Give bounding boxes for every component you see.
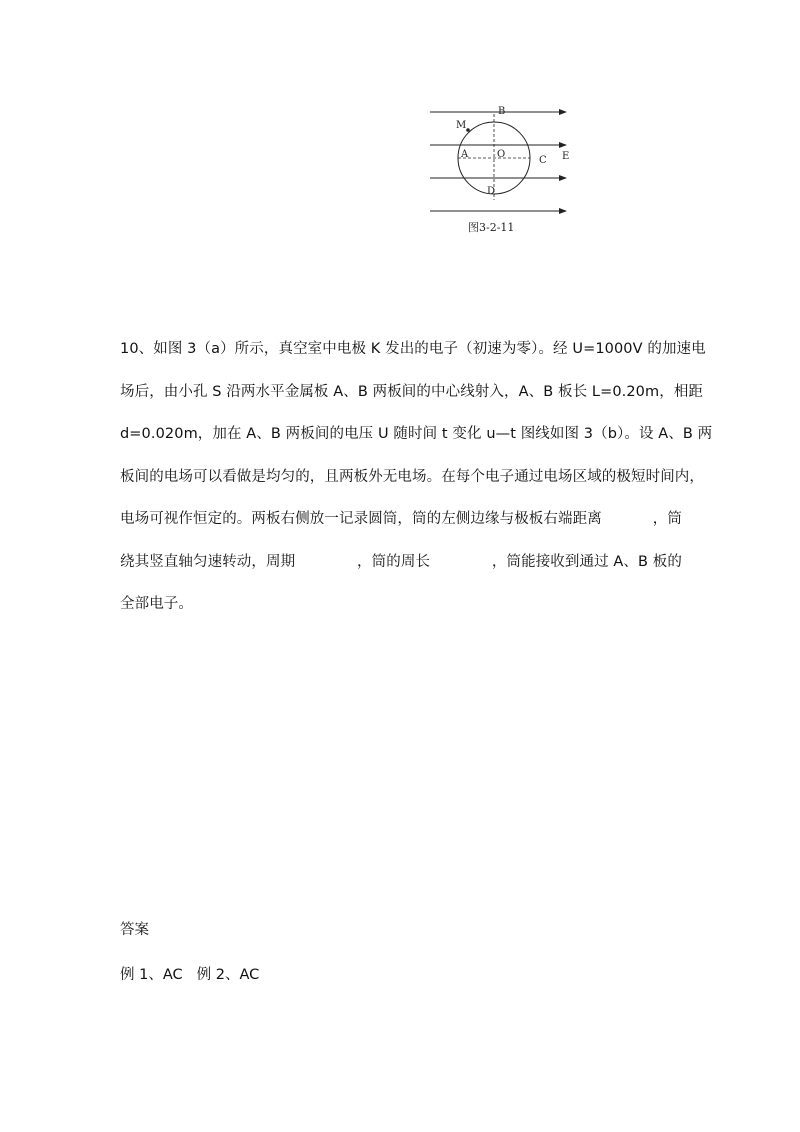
blank-distance	[602, 498, 653, 541]
problem-text-6a: 绕其竖直轴匀速转动，周期	[120, 553, 296, 570]
label-m: M	[456, 120, 467, 131]
problem-line-2	[120, 371, 704, 414]
point-m	[466, 128, 470, 132]
label-a: A	[461, 149, 469, 160]
label-c: C	[539, 155, 547, 166]
problem-line-4	[120, 456, 704, 499]
figure-3-2-11	[428, 100, 578, 240]
field-diagram	[428, 100, 578, 240]
label-d: D	[487, 186, 496, 197]
problem-line-7	[120, 583, 682, 626]
label-o: O	[497, 149, 506, 160]
problem-text-5a: 电场可视作恒定的。两板右侧放一记录圆筒，筒的左侧边缘与极板右端距离	[120, 511, 602, 527]
problem-line-1	[120, 328, 706, 371]
problem-text-7: 全部电子。	[120, 596, 193, 612]
problem-text-5b: ，筒	[652, 511, 682, 527]
problem-line-5	[120, 498, 682, 541]
answer-heading: 答案	[120, 922, 149, 938]
problem-line-3	[120, 413, 713, 456]
blank-circumference	[431, 541, 491, 584]
problem-text-1: 10、如图 3（a）所示，真空室中电极 K 发出的电子（初速为零）。经 U=1000V 的加速电	[120, 341, 706, 357]
problem-text-4: 板间的电场可以看做是均匀的，且两板外无电场。在每个电子通过电场区域的极短时间内，	[120, 468, 704, 485]
label-e: E	[562, 151, 570, 162]
problem-text-2: 场后，由小孔 S 沿两水平金属板 A、B 两板间的中心线射入，A、B 板长 L=0.20m，相距	[120, 383, 704, 400]
label-b: B	[498, 106, 506, 117]
blank-period	[296, 541, 356, 584]
answer-list	[120, 963, 259, 984]
answer-example-1: 例 1、AC	[120, 967, 183, 983]
answer-example-2: 例 2、AC	[196, 967, 260, 983]
problem-text-6b: ，筒的周长	[357, 553, 431, 570]
problem-text-6c: ，筒能接收到通过 A、B 板的	[491, 553, 682, 570]
problem-10	[120, 328, 713, 626]
problem-text-3: d=0.020m，加在 A、B 两板间的电压 U 随时间 t 变化 u—t 图线如图 3（b）。设 A、B 两	[120, 426, 713, 442]
figure-caption: 图3-2-11	[468, 221, 515, 234]
problem-line-6	[120, 541, 682, 584]
